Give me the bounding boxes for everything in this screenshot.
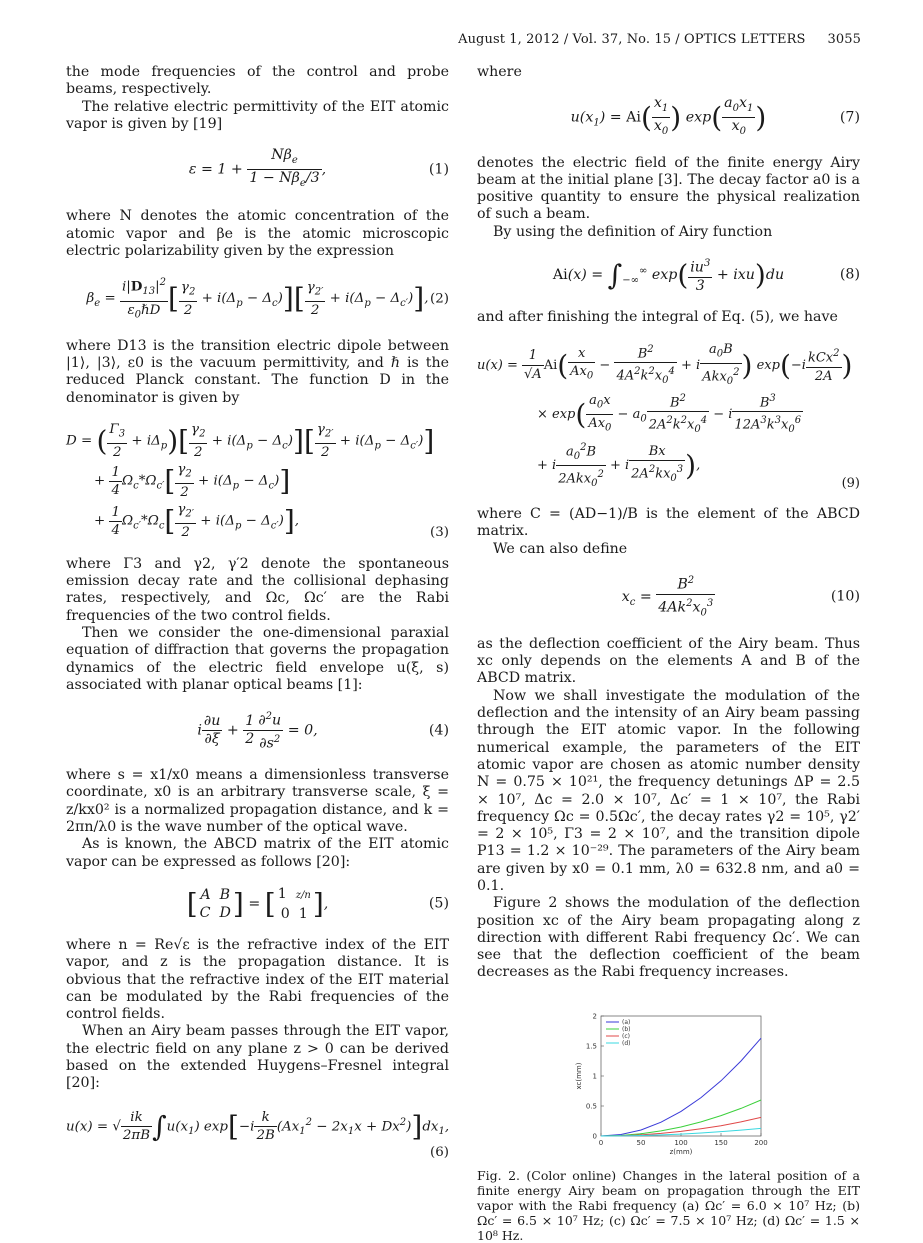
x-tick-label: 200	[753, 1138, 768, 1147]
equation-number: (4)	[428, 721, 449, 738]
x-tick-label: 100	[673, 1138, 688, 1147]
paragraph: where n = Re√ε is the refractive index of the EIT vapor, and z is the propagation distance. It is obvious that the refractive index of the EIT material can be modulated by the Rabi frequencies of the control fields.	[66, 936, 449, 1023]
equation-number: (5)	[428, 895, 449, 912]
equation-number: (6)	[430, 1145, 449, 1161]
paragraph: denotes the electric field of the finite energy Airy beam at the initial plane [3]. The decay factor a0 is a positive quantity to ensure the physical realization of such a beam.	[477, 154, 860, 223]
journal-line: August 1, 2012 / Vol. 37, No. 15 / OPTICS LETTERS	[458, 32, 806, 47]
paragraph: where N denotes the atomic concentration of the atomic vapor and βe is the atomic microscopic electric polarizability given by the expression	[66, 208, 449, 260]
running-header	[458, 32, 861, 47]
figure-2	[477, 1008, 860, 1243]
equation-5: [ A B C D ] = [ 1 z/n 0 1 ], (5)	[186, 885, 449, 922]
paragraph: As is known, the ABCD matrix of the EIT atomic vapor can be expressed as follows [20]:	[66, 836, 449, 870]
figure-caption: Fig. 2. (Color online) Changes in the lateral position of a finite energy Airy beam on propagation through the EIT vapor with the Rabi frequency (a) Ωc′ = 6.0 × 10⁷ Hz; (b) Ωc′ = 6.5 × 10⁷ Hz; (c) Ωc′ = 7.5 × 10⁷ Hz; (d) Ωc′ = 1.5 × 10⁸ Hz.	[477, 1167, 860, 1243]
page-number: 3055	[827, 32, 861, 47]
equation-number: (1)	[428, 161, 449, 178]
paragraph: where Γ3 and γ2, γ′2 denote the spontaneous emission decay rate and the collisional dephasing rates, respectively, and Ωc, Ωc′ are the Rabi frequencies of the two control fields.	[66, 555, 449, 624]
paragraph: When an Airy beam passes through the EIT vapor, the electric field on any plane z > 0 can be derived based on the extended Huygens–Fresnel integral [20]:	[66, 1023, 449, 1092]
paragraph: We can also define	[493, 540, 628, 557]
equation-number: (8)	[839, 266, 860, 283]
paragraph: as the deflection coefficient of the Airy beam. Thus xc only depends on the elements A and B of the ABCD matrix.	[477, 635, 860, 687]
y-tick-label: 1	[592, 1072, 597, 1081]
equation-9: u(x) = $\frac{1}{√A}$ Ai( $\frac{x}{Ax_0}$ − $\frac{B^2}{4A^2k^2x_0^4}$ + i $\frac{a_0B}{Akx_0^2}$ ) exp(−i $\frac{kCx^2}{2A}$ ) × exp( $\frac{a_0x}{Ax_0}$ − $a_0$ $\frac{B^2}{2A^2k^2x_0^4}$ − i $\frac{B^3}{12A^3k^3x_0^6}$ + i $\frac{a_0^2B}{2Akx_0^2}$ + i $\frac{Bx}{2A^2kx_0^3}$ ), (9)	[477, 341, 860, 491]
paragraph: Then we consider the one-dimensional paraxial equation of diffraction that governs the propagation dynamics of the electric field envelope u(ξ, s) associated with planar optical beams [1]:	[66, 624, 449, 693]
equation-number: (9)	[841, 475, 860, 491]
x-axis-label: z(mm)	[669, 1147, 692, 1156]
equation-number: (10)	[830, 588, 860, 605]
equation-4: i $\frac{\partial u}{\partial\xi}$ + $\frac{1}{2}$ $\frac{\partial^2u}{\partial s^2}$ = 0, (4)	[66, 708, 449, 753]
y-axis-label: xc(mm)	[574, 1062, 583, 1090]
equation-10: $x_c$ = $\frac{B^2}{4Ak^2x_0^3}$ (10)	[477, 572, 860, 622]
paragraph: where C = (AD−1)/B is the element of the ABCD matrix.	[477, 506, 860, 540]
y-tick-label: 0	[592, 1132, 597, 1141]
equation-2: $\beta_e$ = $\frac{i|D_{13}|^2}{\varepsilon_0\hbar D}$ [ $\frac{\gamma_2}{2}$ + $i(\Delta_p - \Delta_c)$][ $\frac{\gamma_{2'}}{2}$ + $i(\Delta_p - \Delta_{c'})$], (2)	[66, 274, 449, 323]
equation-number: (7)	[839, 109, 860, 126]
y-tick-label: 1.5	[585, 1042, 597, 1051]
paragraph: the mode frequencies of the control and probe beams, respectively.	[66, 64, 449, 98]
paragraph: Figure 2 shows the modulation of the deflection position xc of the Airy beam propagating along z direction with different Rabi frequency Ωc′. We can see that the deflection coefficient of the beam decreases as the Rabi frequency increases.	[477, 895, 860, 981]
y-tick-label: 0.5	[585, 1102, 597, 1111]
paragraph: where	[477, 64, 522, 80]
paragraph: The relative electric permittivity of the EIT atomic vapor is given by [19]	[66, 98, 449, 132]
series-line-a	[601, 1038, 761, 1136]
legend-label: (b)	[621, 1025, 630, 1033]
y-tick-label: 2	[592, 1012, 597, 1021]
equation-3: D = ( $\frac{\Gamma_3}{2}$ + $i\Delta_p$)[ $\frac{\gamma_2}{2}$ + $i(\Delta_p - \Delta_c)$][ $\frac{\gamma_{2'}}{2}$ + $i(\Delta_p - \Delta_{c'})$] + $\frac{1}{4}$ $\Omega_c*\Omega_{c'}$[ $\frac{\gamma_2}{2}$ + $i(\Delta_p - \Delta_c)$] + $\frac{1}{4}$ $\Omega_{c'}*\Omega_c$[ $\frac{\gamma_{2'}}{2}$ + $i(\Delta_p - \Delta_{c'})$], (3)	[66, 421, 449, 541]
equation-number: (2)	[430, 291, 449, 307]
right-column	[477, 64, 860, 1243]
paragraph: By using the definition of Airy function	[493, 223, 773, 240]
left-column	[66, 64, 449, 1176]
x-tick-label: 150	[713, 1138, 728, 1147]
equation-1: ε = 1 + $\frac{N\beta_e}{1 - N\beta_e/3}$ , (1)	[188, 147, 449, 190]
equation-8: $Ai(x) = \int_{-\infty}^\infty$ exp( $\frac{iu^3}{3}$ + ixu)du (8)	[477, 255, 860, 295]
paragraph: Now we shall investigate the modulation of the deflection and the intensity of an Airy beam passing through the EIT atomic vapor. In the following numerical example, the parameters of the EIT atomic vapor are chosen as atomic number density N = 0.75 × 10²¹, the frequency detunings ΔP = 2.5 × 10⁷, Δc = 2.0 × 10⁷, Δc′ = 1 × 10⁷, the Rabi frequency Ωc = 0.5Ωc′, the decay rates γ2 = 10⁵, γ2′ = 2 × 10⁵, Γ3 = 2 × 10⁷, and the transition dipole P13 = 1.2 × 10⁻²⁹. The parameters of the Airy beam are given by x0 = 0.1 mm, λ0 = 632.8 nm, and a0 = 0.1.	[477, 687, 860, 894]
equation-number: (3)	[430, 525, 449, 541]
paragraph: where D13 is the transition electric dipole between |1⟩, |3⟩, ε0 is the vacuum permittivity, and ℏ is the reduced Planck constant. The function D in the denominator is given by	[66, 337, 449, 406]
paragraph: and after finishing the integral of Eq. (5), we have	[477, 309, 838, 326]
equation-7: $u(x_1) = Ai$( $\frac{x_1}{x_0}$ ) exp( $\frac{a_0x_1}{x_0}$ ) (7)	[570, 95, 860, 138]
legend-label: (c)	[621, 1032, 630, 1040]
equation-6: u(x) = √ $\frac{ik}{2\pi B}$ $\int u(x_1)$ exp[−i $\frac{k}{2B}$ $(Ax_1^2 - 2x_1x + Dx^2)]dx_1$, (6)	[66, 1109, 450, 1161]
x-tick-label: 50	[636, 1138, 645, 1147]
legend-label: (d)	[621, 1039, 630, 1047]
x-tick-label: 0	[598, 1138, 603, 1147]
legend-label: (a)	[621, 1018, 630, 1026]
deflection-chart	[569, 1008, 769, 1158]
paragraph: where s = x1/x0 means a dimensionless transverse coordinate, x0 is an arbitrary transverse scale, ξ = z/kx0² is a normalized propagation distance, and k = 2πn/λ0 is the wave number of the optical wave.	[66, 767, 449, 836]
